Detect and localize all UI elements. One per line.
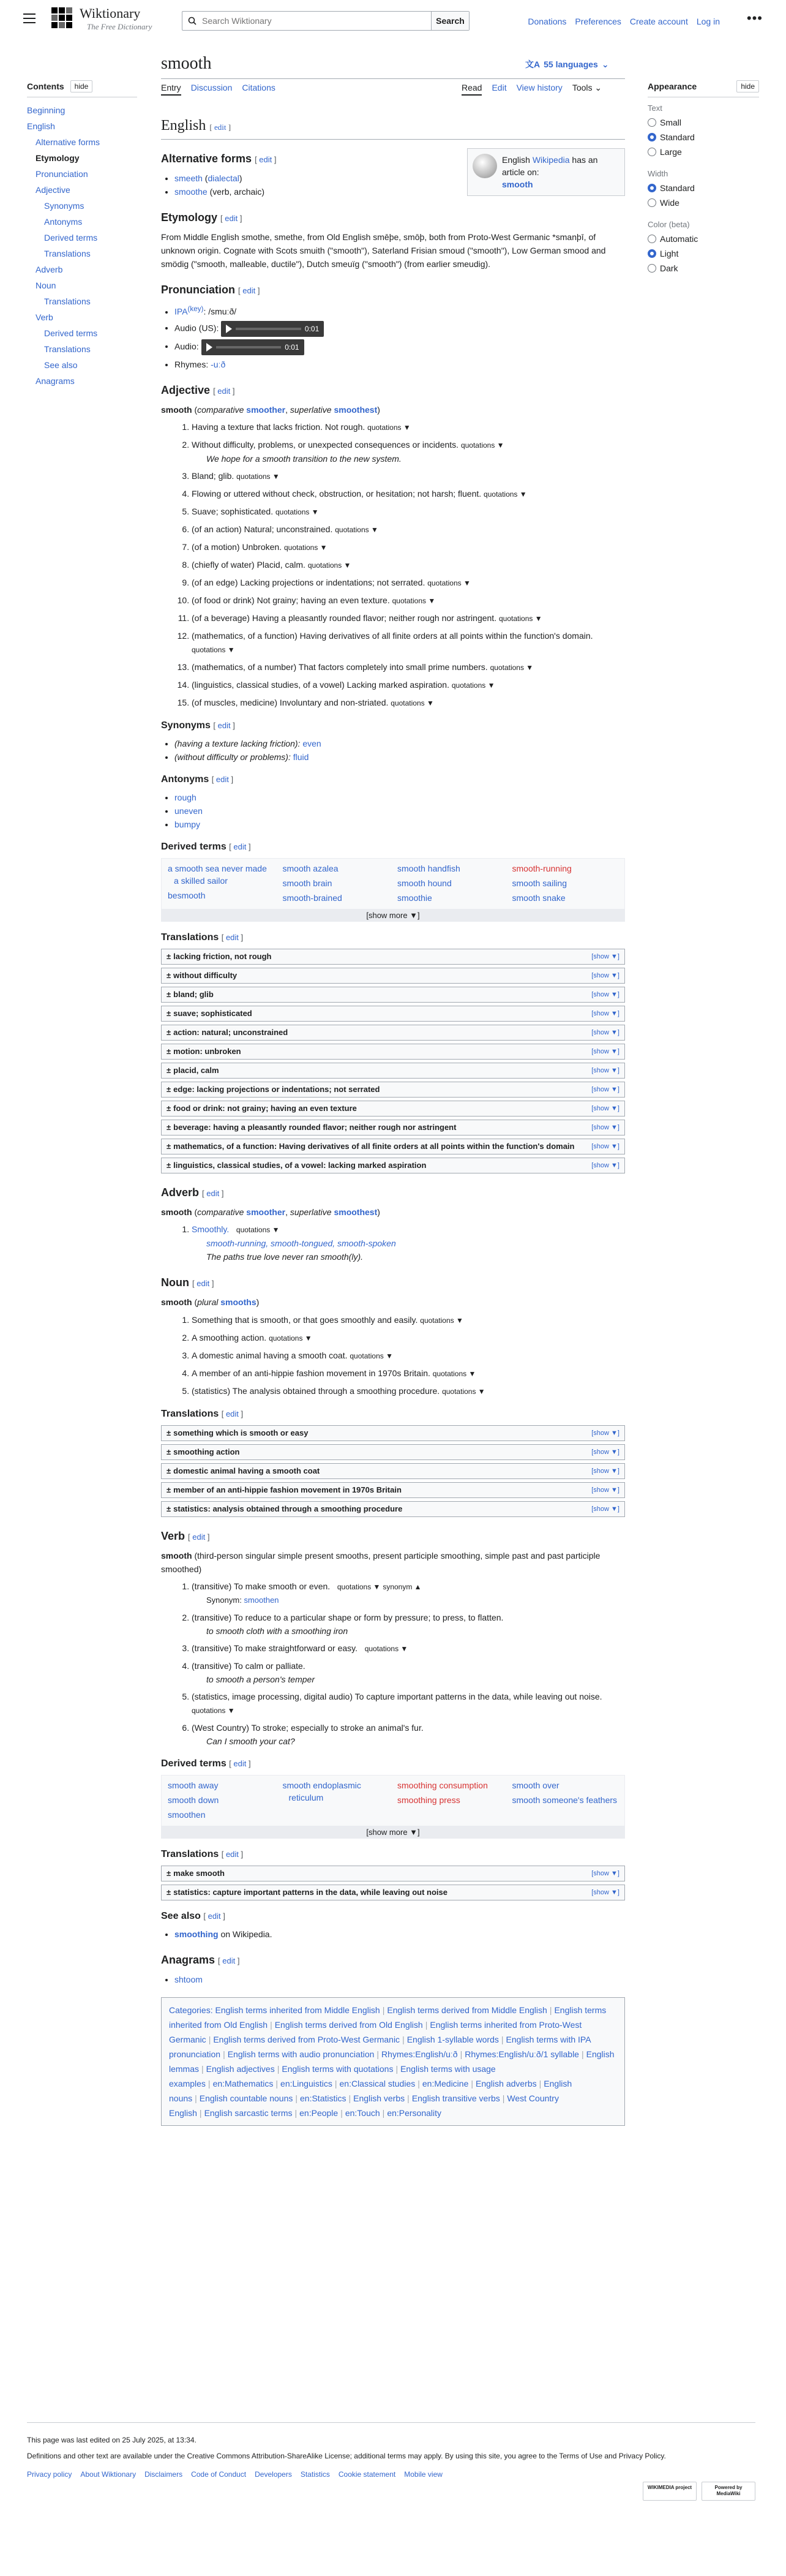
show-button[interactable]: [show ▼]: [591, 1086, 619, 1094]
toc-item[interactable]: Anagrams: [36, 376, 75, 386]
derived-term[interactable]: smoothing consumption: [397, 1780, 488, 1790]
heading-noun: Noun [ edit ]: [161, 1276, 214, 1289]
toc-item[interactable]: Adverb: [36, 265, 63, 275]
derived-term[interactable]: smooth someone's feathers: [512, 1795, 618, 1805]
derived-term[interactable]: smoothie: [397, 893, 432, 903]
sense-item: 2. Without difficulty, problems, or unexpected consequences or incidents. quotations ▼ We hope for a smooth transition to the new system.: [192, 438, 625, 465]
sense-item: 2. A smoothing action. quotations ▼: [192, 1331, 625, 1345]
sense-item: 9. (of an edge) Lacking projections or indentations; not serrated. quotations ▼: [192, 576, 625, 590]
license-text: Definitions and other text are available under the Creative Commons Attribution-ShareAlike License; additional terms may apply. By using this site, you agree to the Terms of Use and Privacy Policy.: [27, 2452, 666, 2460]
radio-icon: [648, 148, 656, 156]
category-link[interactable]: en:Linguistics: [280, 2078, 332, 2088]
more-options-icon[interactable]: •••: [746, 10, 763, 26]
toc-item[interactable]: Translations: [44, 249, 91, 259]
derived-column: [512, 862, 619, 909]
translation-table[interactable]: ± linguistics, classical studies, of a vowel: lacking marked aspiration [show ▼]: [161, 1158, 625, 1173]
sense-item: 4. A member of an anti-hippie fashion movement in 1970s Britain. quotations ▼: [192, 1366, 625, 1380]
site-tagline: The Free Dictionary: [87, 22, 152, 31]
sense-item: 3. A domestic animal having a smooth coat. quotations ▼: [192, 1349, 625, 1363]
heading-verb: Verb [ edit ]: [161, 1529, 210, 1542]
play-icon: [226, 325, 232, 333]
adverb-senses: 1. Smoothly. quotations ▼ smooth-running, smooth-tongued, smooth-spoken The paths true love never ran smooth(ly).: [192, 1222, 625, 1264]
pronunciation-list: • $IPA^{(key)}$: /smuːð/ • Audio (US): 0:01 • Audio: 0:01 • Rhymes: -uːð: [174, 303, 625, 371]
show-button[interactable]: [show ▼]: [591, 1143, 619, 1151]
derived-term[interactable]: smooth away: [168, 1780, 219, 1790]
translations-list: [161, 1866, 625, 1900]
mediawiki-badge[interactable]: Powered by MediaWiki: [702, 2482, 755, 2501]
radio-icon: [648, 264, 656, 273]
last-edited: This page was last edited on 25 July 2025, at 13:34.: [27, 2436, 196, 2444]
list-item: • smoothe (verb, archaic): [174, 185, 625, 198]
footer-link[interactable]: Developers: [255, 2470, 292, 2479]
translation-table[interactable]: ± without difficulty [show ▼]: [161, 968, 625, 984]
translation-table[interactable]: ± beverage: having a pleasantly rounded flavor; neither rough nor astringent [show ▼]: [161, 1120, 625, 1135]
wiktionary-logo-icon[interactable]: [50, 6, 75, 31]
derived-column: [397, 862, 504, 909]
login-link[interactable]: Log in: [696, 17, 720, 26]
translation-table[interactable]: ± action: natural; unconstrained [show ▼]: [161, 1025, 625, 1041]
sense-item: 3. Bland; glib. quotations ▼: [192, 469, 625, 483]
toc-item[interactable]: Translations: [44, 344, 91, 355]
categories-box: Categories: English terms inherited from Middle English | English terms derived from Middle English | English terms inherited from Old English | English terms derived from Old English | English terms inherited from Proto-West Germanic | English terms derived from Proto-West Germanic | English 1-syllable words | English terms with IPA pronunciation | English terms with audio pronunciation | Rhymes:English/uːð | Rhymes:English/uːð/1 syllable | English lemmas | English adjectives | English terms with quotations | English terms with usage examples | en:Mathematics | en:Linguistics | en:Classical studies | en:Medicine | English adverbs | English nouns | English countable nouns | en:Statistics | English verbs | English transitive verbs | West Country English | English sarcastic terms | en:People | en:Touch | en:Personality: [161, 1997, 625, 2126]
radio-icon: [648, 235, 656, 243]
toc-hide-button[interactable]: hide: [70, 80, 93, 92]
derived-term[interactable]: smooth brain: [282, 878, 332, 889]
toc-item[interactable]: English: [27, 121, 55, 132]
category-link[interactable]: English terms with quotations: [282, 2063, 394, 2074]
category-link[interactable]: English terms derived from Middle English: [387, 2005, 547, 2015]
sense-item: 1. Something that is smooth, or that goes smoothly and easily. quotations ▼: [192, 1313, 625, 1327]
category-link[interactable]: English terms derived from Proto-West Germanic: [213, 2034, 400, 2044]
sense-item: 13. (mathematics, of a number) That factors completely into small prime numbers. quotations ▼: [192, 660, 625, 674]
toc-item[interactable]: Etymology: [36, 153, 80, 164]
toc-item[interactable]: Antonyms: [44, 217, 83, 227]
wikipedia-box: English Wikipedia has an article on: smooth: [467, 148, 625, 196]
derived-term[interactable]: smooth down: [168, 1795, 219, 1805]
derived-term[interactable]: smooth handfish: [397, 864, 460, 874]
category-link[interactable]: en:Medicine: [422, 2078, 469, 2088]
sense-item: 5. (statistics) The analysis obtained through a smoothing procedure. quotations ▼: [192, 1384, 625, 1398]
personal-tools: [528, 15, 720, 28]
edit-link[interactable]: edit: [214, 122, 226, 132]
heading-derived-terms: Derived terms [ edit ]: [161, 1758, 251, 1769]
adjective-senses: [192, 420, 625, 710]
category-link[interactable]: English terms with usage examples: [169, 2063, 496, 2088]
radio-icon: [648, 118, 656, 127]
show-button[interactable]: [show ▼]: [591, 1048, 619, 1056]
create-account-link[interactable]: Create account: [629, 17, 688, 26]
derived-term[interactable]: besmooth: [168, 891, 206, 901]
toc-item[interactable]: Synonyms: [44, 201, 84, 211]
translation-table[interactable]: ± lacking friction, not rough [show ▼]: [161, 949, 625, 965]
sense-item: 14. (linguistics, classical studies, of a vowel) Lacking marked aspiration. quotations ▼: [192, 678, 625, 692]
language-icon: 文A: [525, 59, 541, 69]
radio-icon: [648, 133, 656, 141]
radio-option[interactable]: Dark: [648, 261, 759, 276]
header: [0, 0, 786, 40]
synonyms-list: • (having a texture lacking friction): even • (without difficulty or problems): fluid: [174, 737, 625, 764]
radio-option[interactable]: Large: [648, 145, 759, 159]
heading-pronunciation: Pronunciation [ edit ]: [161, 284, 260, 296]
category-link[interactable]: English terms inherited from Middle English: [215, 2005, 380, 2015]
show-button[interactable]: [show ▼]: [591, 1869, 619, 1877]
translation-table[interactable]: ± suave; sophisticated [show ▼]: [161, 1006, 625, 1022]
heading-translations: Translations [ edit ]: [161, 932, 244, 943]
derived-column: [397, 1779, 504, 1826]
site-name[interactable]: Wiktionary: [80, 6, 141, 21]
antonyms-list: • rough • uneven • bumpy: [174, 791, 625, 831]
category-link[interactable]: English terms with audio pronunciation: [227, 2049, 375, 2059]
show-more-button[interactable]: [show more ▼]: [161, 910, 625, 922]
derived-term[interactable]: smoothing press: [397, 1795, 460, 1805]
radio-option[interactable]: Standard: [648, 130, 759, 145]
footer-link[interactable]: Disclaimers: [144, 2470, 183, 2479]
category-link[interactable]: English terms derived from Old English: [274, 2019, 423, 2030]
translations-list: [161, 949, 625, 1173]
footer-link[interactable]: Privacy policy: [27, 2470, 72, 2479]
category-link[interactable]: English countable nouns: [199, 2093, 293, 2103]
category-link[interactable]: English verbs: [353, 2093, 405, 2103]
heading-alternative-forms: Alternative forms [ edit ]: [161, 153, 277, 165]
sense-item: 4. Flowing or uttered without check, obstruction, or hesitation; not harsh; fluent. quotations ▼: [192, 487, 625, 501]
category-link[interactable]: English sarcastic terms: [204, 2107, 293, 2118]
category-link[interactable]: West Country English: [169, 2093, 559, 2118]
search-icon: [182, 12, 202, 30]
view-tabs: [462, 81, 602, 96]
toc-item[interactable]: Adjective: [36, 185, 70, 195]
derived-column: [512, 1779, 619, 1826]
category-link[interactable]: English terms inherited from Old English: [169, 2005, 607, 2030]
title-divider: [161, 78, 625, 79]
heading-see-also: See also [ edit ]: [161, 1910, 225, 1921]
category-link[interactable]: en:Mathematics: [212, 2078, 274, 2088]
namespace-tabs: [161, 81, 275, 96]
chevron-down-icon: ⌄: [601, 59, 609, 69]
translation-table[interactable]: ± member of an anti-hippie fashion movement in 1970s Britain [show ▼]: [161, 1482, 625, 1498]
category-link[interactable]: English transitive verbs: [411, 2093, 500, 2103]
appearance-title: Appearance: [648, 81, 697, 91]
category-link[interactable]: Rhymes:English/uːð/1 syllable: [465, 2049, 579, 2059]
sense-item: 1. Having a texture that lacks friction. Not rough. quotations ▼: [192, 420, 625, 434]
heading-translations: Translations [ edit ]: [161, 1408, 244, 1419]
etymology-text: From Middle English smothe, smethe, from Old English smēþe, smōþ, both from Proto-West Germanic *smanþī, of unknown origin. Cognate with Scots smuith ("smooth"), Saterland Frisian smoud ("smooth"), Low German smood and smödig ("smooth, malleable, ductile"), Dutch smeuïg ("smooth") (from earlier smeudig).: [161, 232, 606, 269]
verb-senses: 1. (transitive) To make smooth or even. quotations ▼ synonym ▲ Synonym: smoothen 2. (transitive) To reduce to a particular shape or form by pressure; to press, to flatten. to smooth cloth with a smoothing iron 3. (transitive) To make straightforward or easy. quotations ▼ 4. (transitive) To calm or palliate. to smooth a person's temper 5. (statistics, image processing, digital audio) To capture important patterns in the data, while leaving out noise. quotations ▼ 6. (West Country) To stroke; especially to stroke an animal's fur. Can I smooth your cat?: [192, 1580, 625, 1748]
show-button[interactable]: [show ▼]: [591, 1486, 619, 1494]
category-link[interactable]: English terms with IPA pronunciation: [169, 2034, 591, 2059]
radio-option[interactable]: Standard: [648, 181, 759, 195]
category-link[interactable]: English lemmas: [169, 2049, 615, 2074]
sense-item: 15. (of muscles, medicine) Involuntary and non-striated. quotations ▼: [192, 696, 625, 710]
footer: [27, 2422, 755, 2496]
search-input[interactable]: [202, 12, 431, 30]
heading-etymology: Etymology [ edit ]: [161, 211, 242, 224]
heading-english: English [ edit ]: [161, 116, 625, 140]
sense-item: 10. (of food or drink) Not grainy; having an even texture. quotations ▼: [192, 593, 625, 608]
category-link[interactable]: en:Classical studies: [339, 2078, 416, 2088]
wikipedia-link[interactable]: Wikipedia: [532, 155, 570, 165]
sense-item: 11. (of a beverage) Having a pleasantly rounded flavor; neither rough nor astringent. quotations ▼: [192, 611, 625, 625]
show-button[interactable]: [show ▼]: [591, 991, 619, 999]
show-button[interactable]: [show ▼]: [591, 953, 619, 961]
sense-item: 7. (of a motion) Unbroken. quotations ▼: [192, 540, 625, 554]
show-more-button[interactable]: [show more ▼]: [161, 1826, 625, 1839]
appearance-panel: Appearance hide Text Small Standard Large Width Standard Wide Color (beta) Automatic Light Dark: [648, 80, 759, 276]
translation-table[interactable]: ± food or drink: not grainy; having an even texture [show ▼]: [161, 1101, 625, 1117]
derived-term[interactable]: smoothen: [168, 1809, 206, 1820]
show-button[interactable]: [show ▼]: [591, 1888, 619, 1896]
category-link[interactable]: English adjectives: [206, 2063, 275, 2074]
show-button[interactable]: [show ▼]: [591, 1448, 619, 1456]
footer-link[interactable]: About Wiktionary: [80, 2470, 137, 2479]
noun-senses: [192, 1313, 625, 1398]
derived-term[interactable]: smooth over: [512, 1780, 560, 1790]
derived-column: [283, 1779, 389, 1826]
sense-item: 12. (mathematics, of a function) Having derivatives of all finite orders at all points within the function's domain. quotations ▼: [192, 629, 625, 657]
translation-table[interactable]: ± domestic animal having a smooth coat [show ▼]: [161, 1463, 625, 1479]
category-link[interactable]: en:Touch: [345, 2107, 380, 2118]
derived-term[interactable]: smooth hound: [397, 878, 452, 889]
radio-option[interactable]: Light: [648, 246, 759, 261]
toc-item[interactable]: Beginning: [27, 105, 66, 116]
search-box: [182, 11, 470, 31]
categories-label[interactable]: Categories:: [169, 2005, 213, 2015]
radio-icon: [648, 184, 656, 192]
list-item: • smeeth (dialectal): [174, 171, 625, 185]
heading-derived-terms: Derived terms [ edit ]: [161, 842, 251, 853]
translation-table[interactable]: ± statistics: analysis obtained through a smoothing procedure [show ▼]: [161, 1501, 625, 1517]
sense-item: 8. (chiefly of water) Placid, calm. quotations ▼: [192, 558, 625, 572]
toc-item[interactable]: Alternative forms: [36, 137, 100, 148]
preferences-link[interactable]: Preferences: [575, 17, 621, 26]
derived-term[interactable]: smooth-brained: [282, 893, 342, 903]
tab-tools[interactable]: Tools ⌄: [572, 83, 602, 92]
tab-view-history[interactable]: View history: [516, 83, 563, 92]
heading-anagrams: Anagrams [ edit ]: [161, 1953, 240, 1966]
radio-icon: [648, 249, 656, 258]
audio-player[interactable]: 0:01: [221, 321, 324, 337]
derived-column: [168, 862, 274, 909]
derived-term[interactable]: smooth snake: [512, 893, 566, 903]
main-menu-icon[interactable]: [23, 13, 36, 23]
radio-option[interactable]: Wide: [648, 195, 759, 210]
translations-list: [161, 1425, 625, 1517]
table-of-contents: [27, 80, 137, 389]
translation-table[interactable]: ± placid, calm [show ▼]: [161, 1063, 625, 1079]
toc-item[interactable]: See also: [44, 360, 78, 371]
derived-term[interactable]: smooth azalea: [282, 864, 339, 874]
radio-option[interactable]: Small: [648, 115, 759, 130]
category-link[interactable]: English nouns: [169, 2078, 572, 2103]
main-content: English [ edit ] English Wikipedia has an article on: smooth Alternative forms [ edit ] • smeeth (dialectal) • smoothe (verb, archaic) Etymology [ edit ] From Middle English smothe, smethe, from Old English smēþe, smōþ, both from Proto-West Germanic *smanþī, of unknown origin. Cognate with Scots smuith ("smooth"), Saterland Frisian smoud ("smooth"), Low German smood and smödig ("smooth, malleable, ductile"), Dutch smeuïg ("smooth") (from earlier smeudig). Pronunciation [ edit ] • $IPA^{(key)}$: /smuːð/ • Audio (US): 0:01 • Audio: 0:01 • Rhymes: -uːð Adjective [ edit ] smooth (comparative smoother, superlative smoothest) 1. Having a texture that lacks friction. Not rough. quotations ▼ 2. Without difficulty, problems, or unexpected consequences or incidents. quotations ▼ We hope for a smooth transition to the new system. 3. Bland; glib. quotations ▼ 4. Flowing or uttered without check, obstruction, or hesitation; not harsh; fluent. quotations ▼ 5. Suave; sophisticated. quotations ▼ 6. (of an action) Natural; unconstrained. quotations ▼ 7. (of a motion) Unbroken. quotations ▼ 8. (chiefly of water) Placid, calm. quotations ▼ 9. (of an edge) Lacking projections or indentations; not serrated. quotations ▼ 10. (of food or drink) Not grainy; having an even texture. quotations ▼ 11. (of a beverage) Having a pleasantly rounded flavor; neither rough nor astringent. quotations ▼ 12. (mathematics, of a function) Having derivatives of all finite orders at all points within the function's domain. quotations ▼ 13. (mathematics, of a number) That factors completely into small prime numbers. quotations ▼ 14. (linguistics, classical studies, of a vowel) Lacking marked aspiration. quotations ▼ 15. (of muscles, medicine) Involuntary and non-striated. quotations ▼ Synonyms [ edit ] • (having a texture lacking friction): even • (without difficulty or problems): fluid Antonyms [ edit ] • rough • uneven • bumpy Derived terms [ edit ] a smooth sea never made a skilled sailor besmooth smooth azalea smooth brain smooth-brained smooth handfish smooth hound smoothie smooth-running smooth sailing smooth snake [show more ▼] Translations [ edit ] ± lacking friction, not rough [show ▼] ± without difficulty [show ▼] ± bland; glib [show ▼] ± suave; sophisticated [show ▼] ± action: natural; unconstrained [show ▼] ± motion: unbroken [show ▼] ± placid, calm [show ▼] ± edge: lacking projections or indentations; not serrated [show ▼] ± food or drink: not grainy; having an even texture [show ▼] ± beverage: having a pleasantly rounded flavor; neither rough nor astringent [show ▼] ± mathematics, of a function: Having derivatives of all finite orders at all points within the function's domain [show ▼] ± linguistics, classical studies, of a vowel: lacking marked aspiration [show ▼] Adverb [ edit ] smooth (comparative smoother, superlative smoothest) 1. Smoothly. quotations ▼ smooth-running, smooth-tongued, smooth-spoken The paths true love never ran smooth(ly). Noun [ edit ] smooth (plural smooths) 1. Something that is smooth, or that goes smoothly and easily. quotations ▼ 2. A smoothing action. quotations ▼ 3. A domestic animal having a smooth coat. quotations ▼ 4. A member of an anti-hippie fashion movement in 1970s Britain. quotations ▼ 5. (statistics) The analysis obtained through a smoothing procedure. quotations ▼ Translations [ edit ] ± something which is smooth or easy [show ▼] ± smoothing action [show ▼] ± domestic animal having a smooth coat [show ▼] ± member of an anti-hippie fashion movement in 1970s Britain [show ▼] ± statistics: analysis obtained through a smoothing procedure [show ▼] Verb [ edit ] smooth (third-person singular simple present smooths, present participle smoothing, simple past and past participle smoothed) 1. (transitive) To make smooth or even. quotations ▼ synonym ▲ Synonym: smoothen 2. (transitive) To reduce to a particular shape or form by pressure; to press, to flatten. to smooth cloth with a smoothing iron 3. (transitive) To make straightforward or easy. quotations ▼ 4. (transitive) To calm or palliate. to smooth a person's temper 5. (statistics, image processing, digital audio) To capture important patterns in the data, while leaving out noise. quotations ▼ 6. (West Country) To stroke; especially to stroke an animal's fur. Can I smooth your cat? Derived terms [ edit ] smooth away smooth down smoothen smooth endoplasmic reticulum smoothing consumption smoothing press smooth over smooth someone's feathers [show more ▼] Translations [ edit ] ± make smooth [show ▼] ± statistics: capture important patterns in the data, while leaving out noise [show ▼] See also [ edit ] • smoothing on Wikipedia. Anagrams [ edit ] • shtoom Categories: English terms inherited from Middle English | English terms derived from Middle English | English terms inherited from Old English | English terms derived from Old English | English terms inherited from Proto-West Germanic | English terms derived from Proto-West Germanic | English 1-syllable words | English terms with IPA pronunciation | English terms with audio pronunciation | Rhymes:English/uːð | Rhymes:English/uːð/1 syllable | English lemmas | English adjectives | English terms with quotations | English terms with usage examples | en:Mathematics | en:Linguistics | en:Classical studies | en:Medicine | English adverbs | English nouns | English countable nouns | en:Statistics | English verbs | English transitive verbs | West Country English | English sarcastic terms | en:People | en:Touch | en:Personality: [161, 116, 625, 2126]
language-button[interactable]: 文A 55 languages ⌄: [525, 58, 609, 71]
footer-link[interactable]: Statistics: [300, 2470, 330, 2479]
show-button[interactable]: [show ▼]: [591, 1105, 619, 1113]
play-icon: [206, 343, 212, 352]
translation-table[interactable]: ± edge: lacking projections or indentations; not serrated [show ▼]: [161, 1082, 625, 1098]
category-link[interactable]: English terms inherited from Proto-West Germanic: [169, 2019, 582, 2044]
toc-item[interactable]: Pronunciation: [36, 169, 88, 179]
toc-item[interactable]: Verb: [36, 312, 53, 323]
derived-column: [168, 1779, 274, 1826]
wikipedia-globe-icon: [473, 154, 497, 178]
show-button[interactable]: [show ▼]: [591, 1467, 619, 1475]
derived-term[interactable]: smooth endoplasmic reticulum: [282, 1780, 361, 1802]
footer-link[interactable]: Mobile view: [404, 2470, 443, 2479]
derived-column: [283, 862, 389, 909]
wikimedia-badge[interactable]: WIKIMEDIA project: [643, 2482, 697, 2501]
see-also-link[interactable]: smoothing: [174, 1929, 219, 1939]
donations-link[interactable]: Donations: [528, 17, 567, 26]
category-link[interactable]: en:Statistics: [300, 2093, 346, 2103]
radio-option[interactable]: Automatic: [648, 232, 759, 246]
translation-table[interactable]: ± motion: unbroken [show ▼]: [161, 1044, 625, 1060]
tab-edit[interactable]: Edit: [492, 83, 507, 92]
show-button[interactable]: [show ▼]: [591, 1010, 619, 1018]
tab-read[interactable]: Read: [462, 81, 482, 96]
derived-term[interactable]: a smooth sea never made a skilled sailor: [168, 864, 267, 886]
category-link[interactable]: en:Personality: [387, 2107, 442, 2118]
heading-adjective: Adjective [ edit ]: [161, 383, 235, 396]
footer-link[interactable]: Code of Conduct: [191, 2470, 247, 2479]
show-button[interactable]: [show ▼]: [591, 1429, 619, 1437]
show-button[interactable]: [show ▼]: [591, 1124, 619, 1132]
toc-item[interactable]: Derived terms: [44, 328, 98, 339]
sense-item: 6. (of an action) Natural; unconstrained. quotations ▼: [192, 522, 625, 537]
show-button[interactable]: [show ▼]: [591, 1029, 619, 1037]
translation-table[interactable]: ± bland; glib [show ▼]: [161, 987, 625, 1003]
translation-table[interactable]: ± make smooth [show ▼]: [161, 1866, 625, 1881]
tab-entry[interactable]: Entry: [161, 81, 181, 96]
heading-antonyms: Antonyms [ edit ]: [161, 774, 234, 785]
show-button[interactable]: [show ▼]: [591, 1505, 619, 1513]
toc-title: Contents: [27, 81, 64, 91]
toc-item[interactable]: Translations: [44, 296, 91, 307]
show-button[interactable]: [show ▼]: [591, 972, 619, 980]
footer-link[interactable]: Cookie statement: [338, 2470, 396, 2479]
show-button[interactable]: [show ▼]: [591, 1162, 619, 1170]
translation-table[interactable]: ± statistics: capture important patterns in the data, while leaving out noise [show ▼]: [161, 1885, 625, 1900]
heading-adverb: Adverb [ edit ]: [161, 1186, 224, 1199]
category-link[interactable]: English adverbs: [476, 2078, 537, 2088]
translation-table[interactable]: ± mathematics, of a function: Having derivatives of all finite orders at all points within the function's domain [show ▼]: [161, 1139, 625, 1154]
heading-synonyms: Synonyms [ edit ]: [161, 720, 235, 731]
derived-term[interactable]: smooth-running: [512, 864, 572, 874]
appearance-hide-button[interactable]: hide: [736, 80, 759, 92]
category-link[interactable]: English 1-syllable words: [406, 2034, 499, 2044]
tab-citations[interactable]: Citations: [242, 83, 275, 92]
page-title: smooth: [161, 54, 212, 73]
derived-terms-box: [161, 1775, 625, 1826]
translation-table[interactable]: ± smoothing action [show ▼]: [161, 1444, 625, 1460]
translation-table[interactable]: ± something which is smooth or easy [show ▼]: [161, 1425, 625, 1441]
toc-item[interactable]: Noun: [36, 281, 56, 291]
anagram-link[interactable]: shtoom: [174, 1974, 203, 1984]
sense-item: 5. Suave; sophisticated. quotations ▼: [192, 505, 625, 519]
wikipedia-article-link[interactable]: smooth: [502, 179, 533, 189]
derived-term[interactable]: smooth sailing: [512, 878, 567, 889]
category-link[interactable]: Rhymes:English/uːð: [381, 2049, 458, 2059]
category-link[interactable]: en:People: [299, 2107, 339, 2118]
heading-translations: Translations [ edit ]: [161, 1848, 244, 1859]
search-button[interactable]: Search: [431, 12, 469, 30]
radio-icon: [648, 198, 656, 207]
derived-terms-box: [161, 858, 625, 910]
audio-player[interactable]: 0:01: [201, 339, 304, 355]
tab-discussion[interactable]: Discussion: [190, 83, 233, 92]
toc-item[interactable]: Derived terms: [44, 233, 98, 243]
show-button[interactable]: [show ▼]: [591, 1067, 619, 1075]
